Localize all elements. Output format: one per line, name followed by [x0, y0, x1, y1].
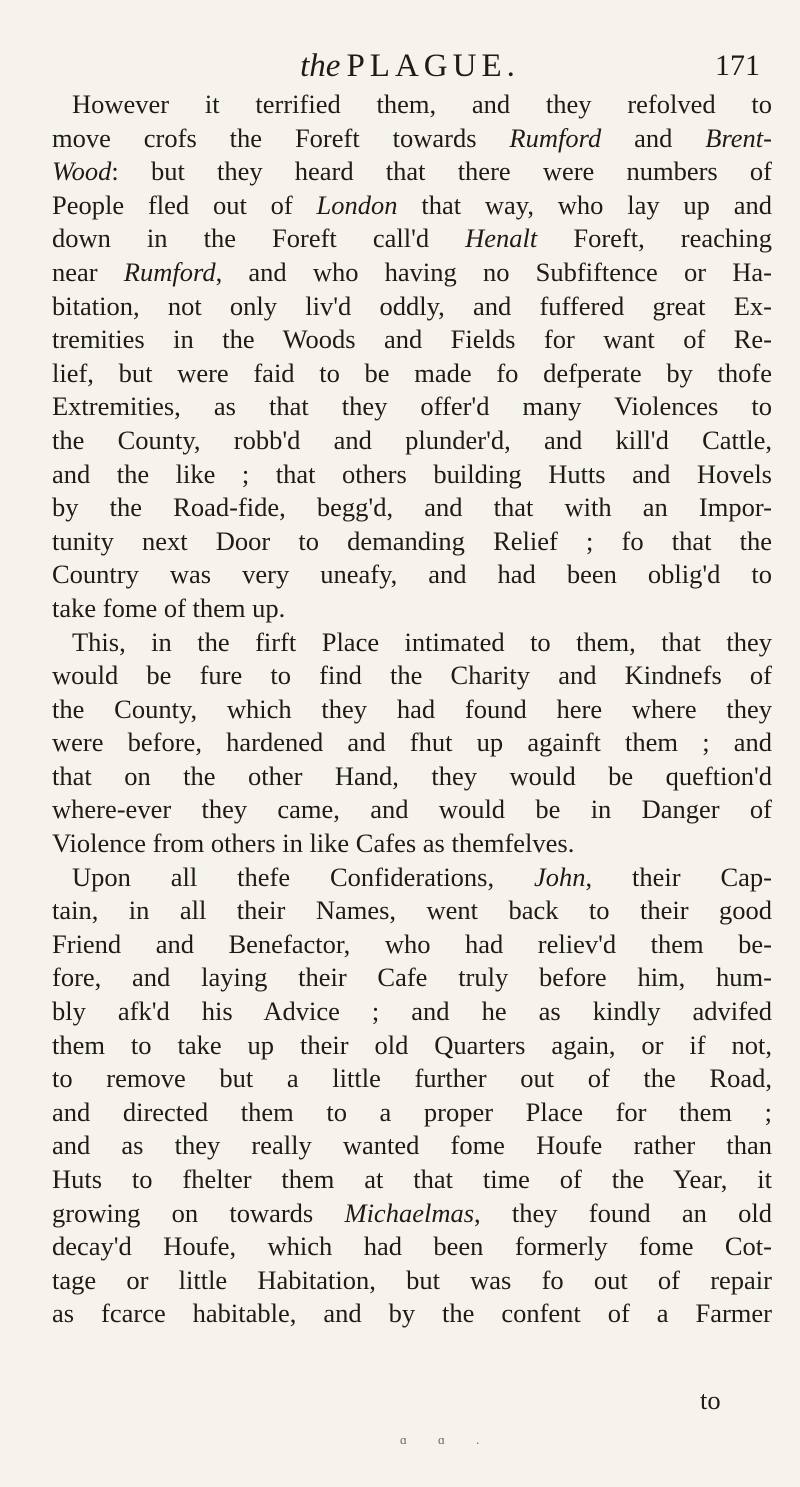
- text-line: growing on towards Michaelmas, they found an old: [52, 1197, 772, 1228]
- paragraph-1: [52, 88, 772, 626]
- text-line: lief, but were faid to be made fo defperate by thofe: [52, 357, 772, 388]
- text-line: that on the other Hand, they would be queftion'd: [52, 760, 772, 791]
- text-line: Friend and Benefactor, who had reliev'd them be-: [52, 928, 772, 959]
- page-number: 171: [715, 49, 760, 82]
- paragraph-2: [52, 626, 772, 861]
- text-line: down in the Foreft call'd Henalt Foreft, reaching: [52, 223, 772, 254]
- text-line: to remove but a little further out of the Road,: [52, 1063, 772, 1094]
- text-line: People fled out of London that way, who lay up and: [52, 189, 772, 220]
- text-line: However it terrified them, and they refolved to: [72, 89, 772, 119]
- text-line: the County, which they had found here where they: [52, 693, 772, 724]
- text-line: them to take up their old Quarters again, or if not,: [52, 1029, 772, 1060]
- text-line: bitation, not only liv'd oddly, and fuffered great Ex-: [52, 290, 772, 321]
- text-line: Country was very uneafy, and had been oblig'd to: [52, 559, 772, 590]
- running-head: [60, 44, 760, 88]
- paragraph-3: [52, 861, 772, 1331]
- text-line: Wood: but they heard that there were numbers of: [52, 156, 772, 187]
- text-line: This, in the firft Place intimated to them, that they: [72, 626, 772, 657]
- text-line: fore, and laying their Cafe truly before him, hum-: [52, 962, 772, 993]
- text-line: were before, hardened and fhut up againft them ; and: [52, 727, 772, 758]
- text-line: Violence from others in like Cafes as themfelves.: [52, 828, 575, 859]
- text-line: Huts to fhelter them at that time of the Year, it: [52, 1164, 772, 1194]
- running-head-title: [60, 44, 760, 88]
- text-line: tremities in the Woods and Fields for want of Re-: [52, 324, 772, 355]
- text-line: and as they really wanted fome Houfe rather than: [52, 1130, 772, 1161]
- text-line: as fcarce habitable, and by the confent of a Farmer: [52, 1298, 772, 1329]
- text-line: decay'd Houfe, which had been formerly fome Cot-: [52, 1231, 772, 1262]
- text-line: the County, robb'd and plunder'd, and kill'd Cattle,: [52, 424, 772, 455]
- text-line: and the like ; that others building Hutts and Hovels: [52, 458, 772, 489]
- signature-marks: ɑ ɑ .: [400, 1432, 494, 1447]
- text-line: Extremities, as that they offer'd many Violences to: [52, 391, 772, 422]
- text-line: move crofs the Foreft towards Rumford and Brent-: [52, 122, 772, 153]
- text-line: would be fure to find the Charity and Kindnefs of: [52, 660, 772, 691]
- catchword: to: [700, 1385, 721, 1415]
- text-line: by the Road-fide, begg'd, and that with an Impor-: [52, 492, 772, 523]
- text-line: where-ever they came, and would be in Danger of: [52, 794, 772, 825]
- running-head-the: the: [300, 48, 341, 84]
- text-line: near Rumford, and who having no Subfiftence or Ha-: [52, 256, 772, 287]
- running-head-plague: PLAGUE.: [346, 48, 520, 84]
- text-line: Upon all thefe Confiderations, John, their Cap-: [72, 861, 772, 892]
- body-text: [52, 88, 772, 1331]
- text-line: take fome of them up.: [52, 592, 286, 623]
- text-line: and directed them to a proper Place for them ;: [52, 1096, 772, 1127]
- text-line: tage or little Habitation, but was fo out of repair: [52, 1264, 772, 1295]
- text-line: bly afk'd his Advice ; and he as kindly advifed: [52, 996, 772, 1027]
- text-line: tain, in all their Names, went back to their good: [52, 895, 772, 926]
- text-line: tunity next Door to demanding Relief ; fo that the: [52, 525, 772, 556]
